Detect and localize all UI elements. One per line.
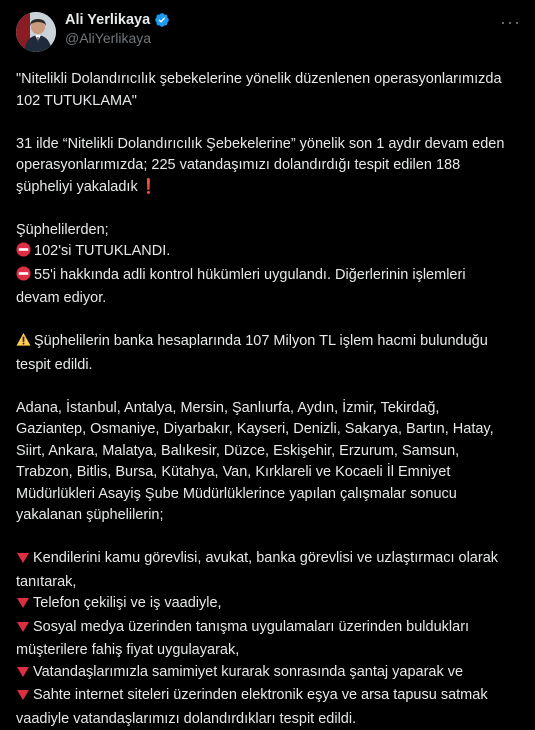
bullet-text: Kendilerini kamu görevlisi, avukat, banka görevlisi ve uzlaştırmacı olarak tanıtarak, <box>16 550 499 590</box>
suspects-item-2 <box>16 265 511 310</box>
bank-volume-text: Şüphelilerin banka hesaplarında 107 Milyon TL işlem hacmi bulunduğu tespit edildi. <box>16 333 488 373</box>
no-entry-icon <box>16 266 31 289</box>
red-triangle-down-icon <box>16 664 30 686</box>
red-triangle-down-icon <box>16 687 30 709</box>
author-handle[interactable]: @AliYerlikaya <box>65 30 152 46</box>
bullet-item <box>16 685 511 730</box>
warning-icon <box>16 332 31 355</box>
tweet-header <box>16 10 519 54</box>
bullet-item <box>16 593 511 617</box>
red-triangle-down-icon <box>16 595 30 617</box>
suspects-item-1 <box>16 241 511 265</box>
bullet-text: Telefon çekilişi ve iş vaadiyle, <box>33 595 222 611</box>
more-options-icon[interactable]: ··· <box>500 12 521 32</box>
red-exclamation-icon: ❗ <box>139 178 158 195</box>
bullet-text: Sahte internet siteleri üzerinden elektronik eşya ve arsa tapusu satmak vaadiyle vatandaşlarımızı dolandırdıkları tespit edildi. <box>16 687 488 727</box>
suspects-item-2-text: 55'i hakkında adli kontrol hükümleri uygulandı. Diğerlerinin işlemleri devam ediyor. <box>16 266 466 306</box>
bullet-text: Vatandaşlarımızla samimiyet kurarak sonrasında şantaj yaparak ve <box>33 663 464 680</box>
red-triangle-down-icon <box>16 550 30 572</box>
no-entry-icon <box>16 242 31 265</box>
suspects-intro: Şüphelilerden; <box>16 221 109 238</box>
bullet-text: Sosyal medya üzerinden tanışma uygulamaları üzerinden buldukları müşterilere fahiş fiyat uygulayarak, <box>16 618 470 658</box>
post-paragraph-2 <box>16 134 511 199</box>
provinces-paragraph: Adana, İstanbul, Antalya, Mersin, Şanlıurfa, Aydın, İzmir, Tekirdağ, Gaziantep, Osmaniye, Diyarbakır, Kayseri, Denizli, Sakarya, Bartın, Hatay, Siirt, Ankara, Malatya, Balıkesir, Düzce, Eskişehir, Erzurum, Samsun, Trabzon, Bitlis, Bursa, Kütahya, Van, Kırklareli ve Kocaeli İl Emniyet Müdürlükleri Asayiş Şube Müdürlüklerince yapılan çalışmalar sonucu yakalanan şüphelilerin; <box>16 399 494 523</box>
suspects-item-1-text: 102'si TUTUKLANDI. <box>34 243 171 259</box>
post-headline: "Nitelikli Dolandırıcılık şebekelerine yönelik düzenlenen operasyonlarımızda 102 TUTUKLAMA" <box>16 71 502 109</box>
bullet-item <box>16 548 511 593</box>
red-triangle-down-icon <box>16 619 30 641</box>
author-block <box>65 12 170 46</box>
bullet-item <box>16 617 511 662</box>
author-name[interactable]: Ali Yerlikaya <box>65 12 151 28</box>
verified-badge-icon <box>154 12 170 28</box>
paragraph-2-text: 31 ilde “Nitelikli Dolandırıcılık Şebekelerine” yönelik son 1 aydır devam eden operasyonlarımızda; 225 vatandaşımızı dolandırdığı tespit edilen 188 şüpheliyi yakaladık <box>16 135 505 195</box>
avatar[interactable] <box>16 12 56 52</box>
bank-volume-paragraph <box>16 331 511 376</box>
bullet-item <box>16 662 511 686</box>
tweet-body <box>16 69 519 730</box>
